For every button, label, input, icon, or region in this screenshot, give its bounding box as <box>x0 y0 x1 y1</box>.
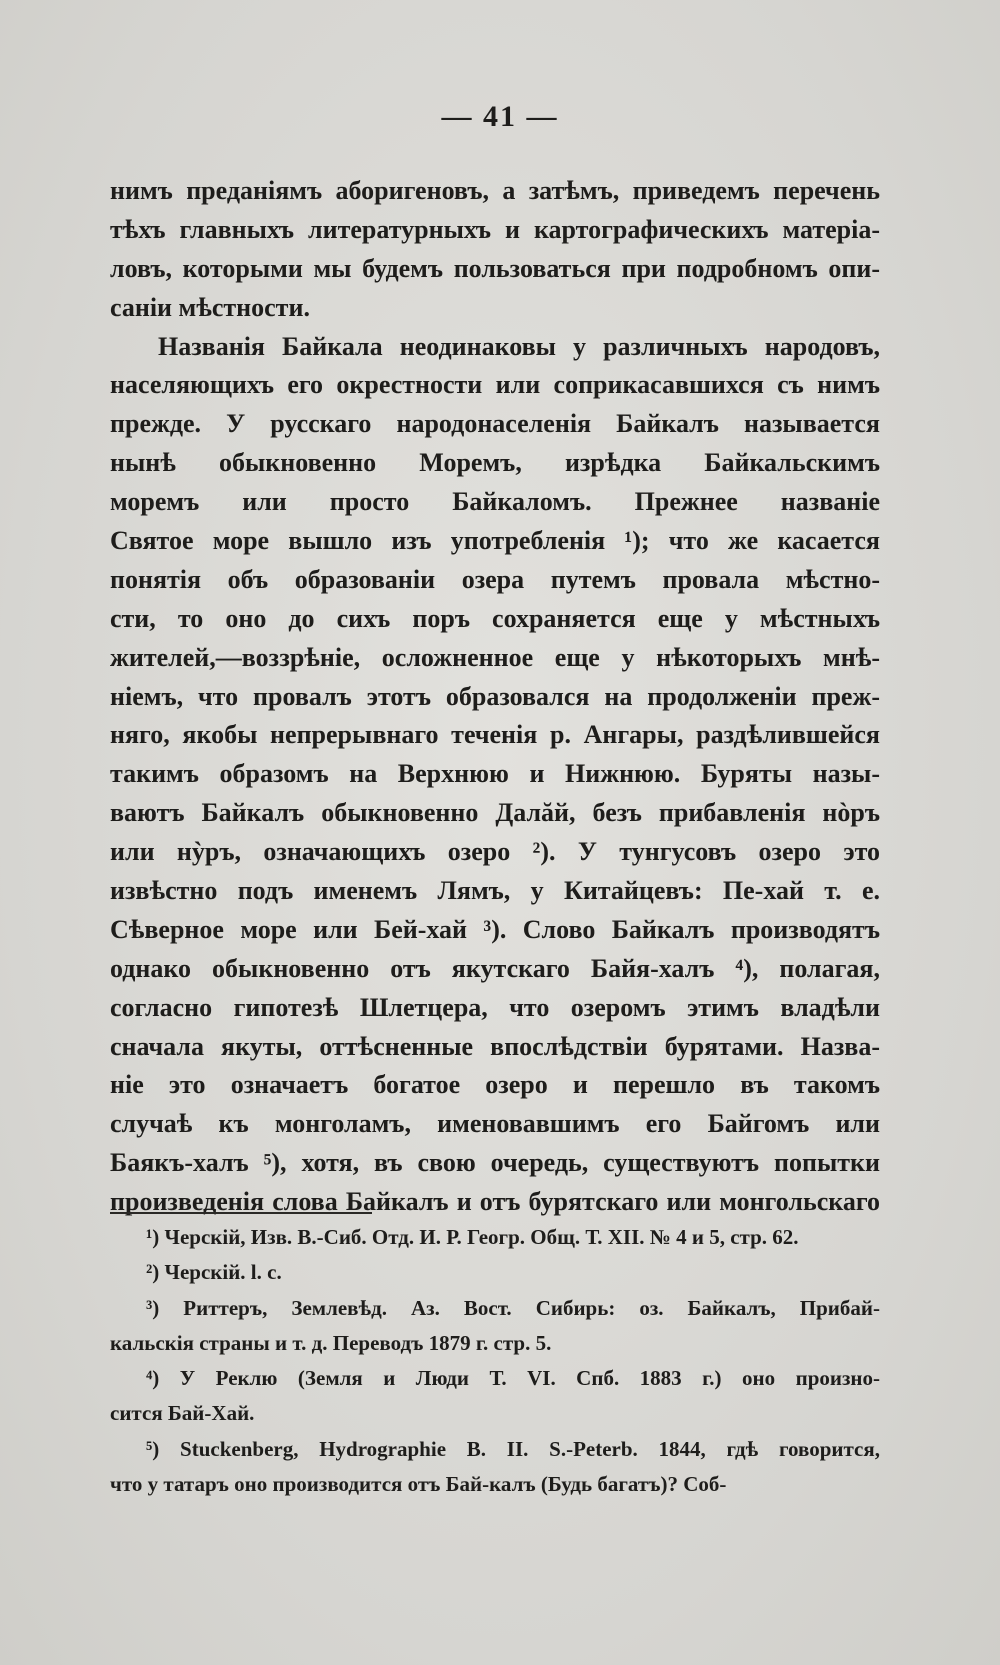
text-line: ловъ, которыми мы будемъ пользоваться при подробномъ опи- <box>110 253 880 283</box>
text-line: нынѣ обыкновенно Моремъ, изрѣдка Байкальскимъ <box>110 448 880 478</box>
text-line: нимъ преданіямъ аборигеновъ, а затѣмъ, приведемъ перечень <box>110 176 880 205</box>
footnote-3-continued: кальскія страны и т. д. Переводъ 1879 г. стр. 5. <box>110 1330 552 1355</box>
footnote-5-continued: что у татаръ оно производится отъ Бай-калъ (Будь багатъ)? Соб- <box>110 1472 727 1497</box>
text-line: сти, то оно до сихъ поръ сохраняется еще у мѣстныхъ <box>110 603 880 633</box>
footnote-5: ⁵) Stuckenberg, Hydrographie B. II. S.-Peterb. 1844, гдѣ говорится, <box>146 1436 880 1461</box>
text-line: Сѣверное море или Бей-хай ³). Слово Байкалъ производятъ <box>110 914 880 944</box>
footnote-2: ²) Черскій. l. c. <box>146 1260 282 1285</box>
footnotes <box>110 1220 880 1502</box>
text-line: саніи мѣстности. <box>110 292 310 322</box>
text-line: тѣхъ главныхъ литературныхъ и картографическихъ матеріа- <box>110 214 880 244</box>
text-line: ніе это означаетъ богатое озеро и перешло въ такомъ <box>110 1070 880 1100</box>
footnote-4: ⁴) У Реклю (Земля и Люди Т. VI. Спб. 1883 г.) оно произно- <box>146 1366 880 1391</box>
footnote-4-continued: сится Бай-Хай. <box>110 1401 255 1426</box>
page-number: — 41 — <box>441 100 559 133</box>
text-line: такимъ образомъ на Верхнюю и Нижнюю. Буряты назы- <box>110 759 880 789</box>
text-line: произведенія слова Байкалъ и отъ бурятскаго или монгольскаго <box>110 1187 880 1217</box>
text-line: сначала якуты, оттѣсненные впослѣдствіи бурятами. Назва- <box>110 1031 880 1061</box>
text-line: прежде. У русскаго народонаселенія Байкалъ называется <box>110 409 880 439</box>
text-line: ніемъ, что провалъ этотъ образовался на продолженіи преж- <box>110 681 880 711</box>
text-line: жителей,—воззрѣніе, осложненное еще у нѣкоторыхъ мнѣ- <box>110 642 880 672</box>
text-line: няго, якобы непрерывнаго теченія р. Ангары, раздѣлившейся <box>110 720 880 750</box>
text-line: случаѣ къ монголамъ, именовавшимъ его Байгомъ или <box>110 1109 880 1139</box>
text-line: согласно гипотезѣ Шлетцера, что озеромъ этимъ владѣли <box>110 992 880 1022</box>
footnote-divider <box>110 1212 372 1214</box>
text-line: однако обыкновенно отъ якутскаго Байя-халъ ⁴), полагая, <box>110 953 880 983</box>
text-line: Названія Байкала неодинаковы у различныхъ народовъ, <box>158 331 880 361</box>
text-line: Святое море вышло изъ употребленія ¹); что же касается <box>110 526 880 556</box>
footnote-1: ¹) Черскій, Изв. В.-Сиб. Отд. И. Р. Геогр. Общ. Т. XII. № 4 и 5, стр. 62. <box>146 1225 799 1249</box>
text-line: Баякъ-халъ ⁵), хотя, въ свою очередь, существуютъ попытки <box>110 1148 880 1178</box>
text-line: моремъ или просто Байкаломъ. Прежнее названіе <box>110 487 880 517</box>
text-line: понятія объ образованіи озера путемъ провала мѣстно- <box>110 564 880 594</box>
footnote-3: ³) Риттеръ, Землевѣд. Аз. Вост. Сибирь: оз. Байкалъ, Прибай- <box>146 1295 880 1320</box>
text-line: извѣстно подъ именемъ Лямъ, у Китайцевъ: Пе-хай т. е. <box>110 876 880 906</box>
text-line: населяющихъ его окрестности или соприкасавшихся съ нимъ <box>110 370 880 400</box>
text-line: ваютъ Байкалъ обыкновенно Далăй, безъ прибавленія нòръ <box>110 798 880 828</box>
body-text <box>110 172 880 1222</box>
text-line: или нỳръ, означающихъ озеро ²). У тунгусовъ озеро это <box>110 837 880 867</box>
